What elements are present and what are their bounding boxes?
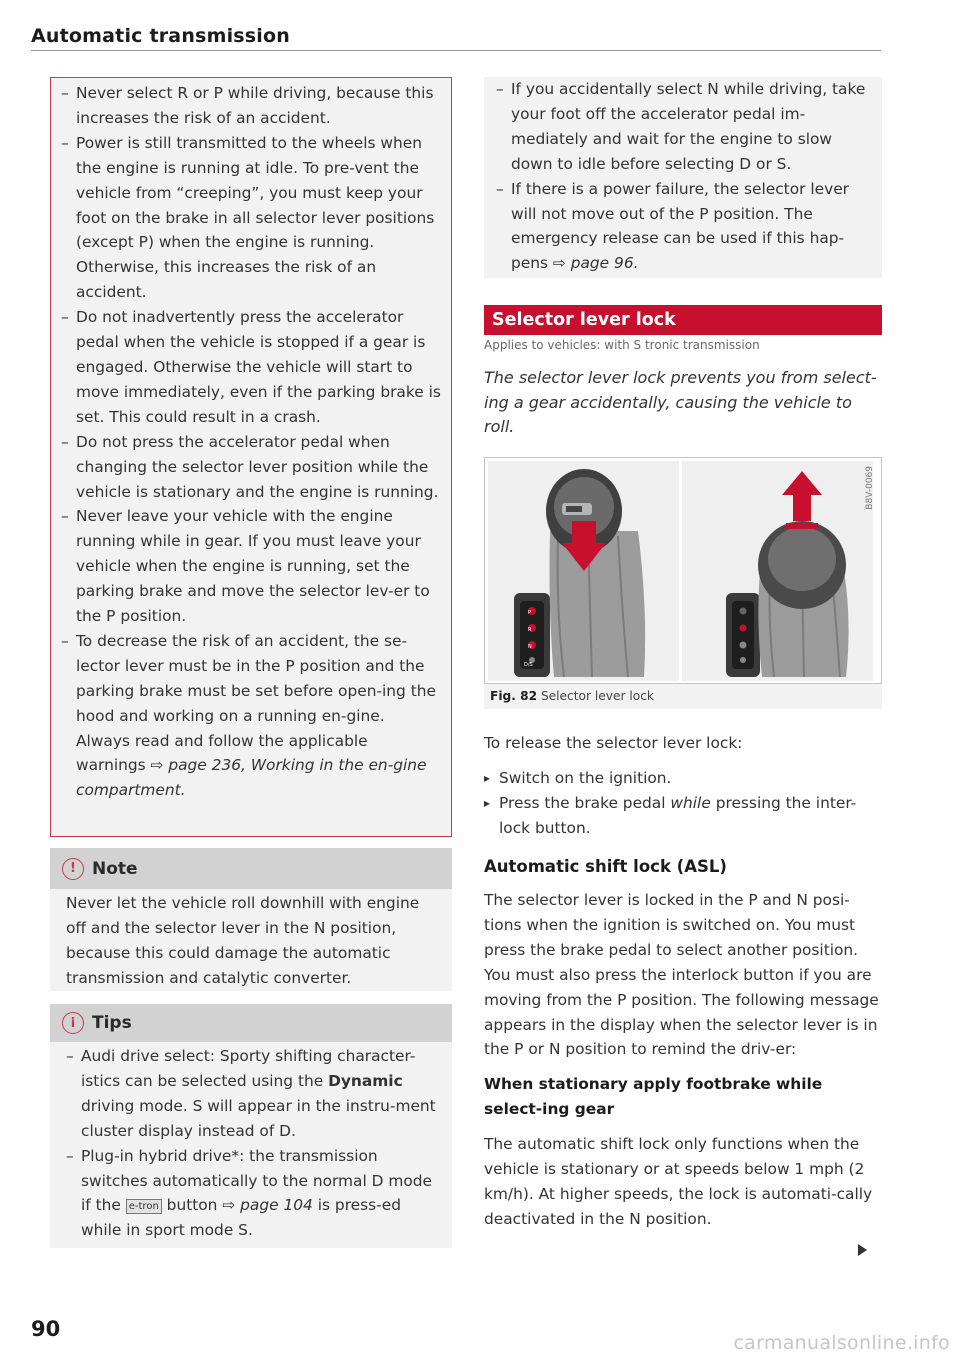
figure-selector-lever-lock bbox=[484, 457, 882, 709]
warning-list bbox=[61, 81, 441, 803]
tips-text: Plug-in hybrid drive*: the transmission switches automatically to the normal D mode if the bbox=[81, 1146, 433, 1215]
asl-display-message: When stationary apply footbrake while select-ing gear bbox=[484, 1075, 823, 1119]
note-body bbox=[50, 889, 452, 991]
warning-item bbox=[61, 629, 441, 803]
figure-caption-text: Selector lever lock bbox=[540, 689, 654, 703]
figure-panel-right bbox=[682, 461, 873, 681]
continue-arrow-icon bbox=[858, 1244, 867, 1256]
shift-label-ds: D/S bbox=[524, 662, 533, 668]
gear-lever-release-illustration bbox=[682, 461, 873, 681]
figure-code: B8V-0069 bbox=[865, 466, 875, 510]
warning-item: – If you accidentally select N while driving, take your foot off the accelerator pedal im-mediately and wait for the engine to slow down to idle before selecting D or S. bbox=[496, 77, 870, 177]
tips-text: Audi drive select: Sporty shifting character-istics can be selected using the bbox=[81, 1047, 416, 1090]
step-item: ▸ Switch on the ignition. bbox=[484, 766, 882, 791]
figure-frame bbox=[484, 457, 882, 684]
tips-header bbox=[50, 1004, 452, 1042]
page-reference-link[interactable]: ⇨ page 104 bbox=[222, 1196, 313, 1215]
tips-text: button bbox=[161, 1196, 223, 1215]
warning-item: – Never leave your vehicle with the engine running while in gear. If you must leave your vehicle when the engine is running, set the parking brake and move the selector lev-er to the P position. bbox=[61, 504, 441, 629]
warning-item bbox=[496, 177, 870, 277]
asl-paragraph: The automatic shift lock only functions when the vehicle is stationary or at speeds below 1 mph (2 km/h). At higher speeds, the lock is automati-cally deactivated in the N position. bbox=[484, 1135, 873, 1228]
gear-lever-press-illustration bbox=[488, 461, 679, 681]
shift-label-p: P bbox=[528, 610, 532, 616]
section-title: Selector lever lock bbox=[484, 305, 882, 335]
tips-item bbox=[66, 1044, 442, 1144]
asl-paragraph: The selector lever is locked in the P and N posi-tions when the ignition is switched on. You must press the brake pedal to select another position. You must also press the interlock button if you are moving from the P position. The following message appears in the display when the selector lever is in the P or N position to remind the driv-er: bbox=[484, 891, 879, 1059]
note-text: Never let the vehicle roll downhill with engine off and the selector lever in the N position, because this could damage the automatic transmission and catalytic converter. bbox=[66, 894, 420, 987]
note-title: Note bbox=[92, 858, 138, 879]
release-intro: To release the selector lever lock: bbox=[484, 734, 743, 752]
warning-item: – Do not press the accelerator pedal when changing the selector lever position while the vehicle is stationary and the engine is running. bbox=[61, 430, 441, 505]
section-lead: The selector lever lock prevents you from select-ing a gear accidentally, causing the vehicle to roll. bbox=[484, 368, 877, 437]
figure-label: Fig. 82 bbox=[490, 689, 538, 703]
page-header-title: Automatic transmission bbox=[31, 25, 290, 47]
asl-section bbox=[484, 854, 882, 1232]
warning-item: – Do not inadvertently press the accelerator pedal when the vehicle is stopped if a gear is engaged. Otherwise the vehicle will start to move immediately, even if the parking brake is set. This could result in a crash. bbox=[61, 305, 441, 430]
tips-title: Tips bbox=[92, 1013, 132, 1033]
tips-text: is press-ed while in sport mode S. bbox=[81, 1196, 401, 1240]
header-rule bbox=[31, 50, 881, 51]
warning-continued-list bbox=[496, 77, 870, 276]
caution-icon: ! bbox=[62, 858, 84, 880]
release-steps bbox=[484, 766, 882, 841]
warning-item: – Power is still transmitted to the wheels when the engine is running at idle. To pre-vent the vehicle from “creeping”, you must keep your foot on the brake in all selector lever positions (except P) when the engine is running. Otherwise, this increases the risk of an accident. bbox=[61, 131, 441, 305]
info-icon: i bbox=[62, 1012, 84, 1034]
watermark: carmanualsonline.info bbox=[733, 1332, 950, 1354]
page-reference-link[interactable]: ⇨ page 236, Working in the en-gine compartment. bbox=[76, 756, 427, 800]
warning-item-text: If there is a power failure, the selector lever will not move out of the P position. The emergency release can be used if this hap-pens bbox=[511, 179, 849, 273]
release-instructions bbox=[484, 731, 882, 841]
tips-bold-text: Dynamic bbox=[328, 1071, 403, 1090]
drive-mode-button-icon: e-tron bbox=[126, 1199, 162, 1214]
warning-box bbox=[50, 77, 452, 837]
asl-heading: Automatic shift lock (ASL) bbox=[484, 857, 727, 876]
tips-body bbox=[50, 1042, 452, 1248]
page-number: 90 bbox=[31, 1317, 61, 1341]
figure-caption bbox=[490, 689, 654, 703]
applies-to-text: Applies to vehicles: with S tronic transmission bbox=[484, 338, 760, 352]
figure-panel-left bbox=[488, 461, 679, 681]
note-header bbox=[50, 848, 452, 889]
step-text: Press the brake pedal bbox=[499, 793, 671, 812]
step-emphasis: while bbox=[670, 793, 711, 812]
step-text: pressing the inter-lock button. bbox=[499, 793, 857, 837]
warning-item-text: To decrease the risk of an accident, the se-lector lever must be in the P position and the parking brake must be set before open-ing the hood and working on a running en-gine. Always read and follow the applicable warnings bbox=[76, 631, 436, 775]
warning-item: – Never select R or P while driving, because this increases the risk of an accident. bbox=[61, 81, 441, 131]
shift-label-r: R bbox=[528, 627, 532, 633]
tips-list bbox=[66, 1044, 442, 1243]
warning-continued-box bbox=[484, 77, 882, 278]
step-item bbox=[484, 791, 882, 841]
page-reference-link[interactable]: ⇨ page 96. bbox=[552, 254, 639, 273]
tips-text: driving mode. S will appear in the instru-ment cluster display instead of D. bbox=[81, 1096, 436, 1140]
shift-label-n: N bbox=[528, 644, 532, 650]
tips-item bbox=[66, 1144, 442, 1244]
